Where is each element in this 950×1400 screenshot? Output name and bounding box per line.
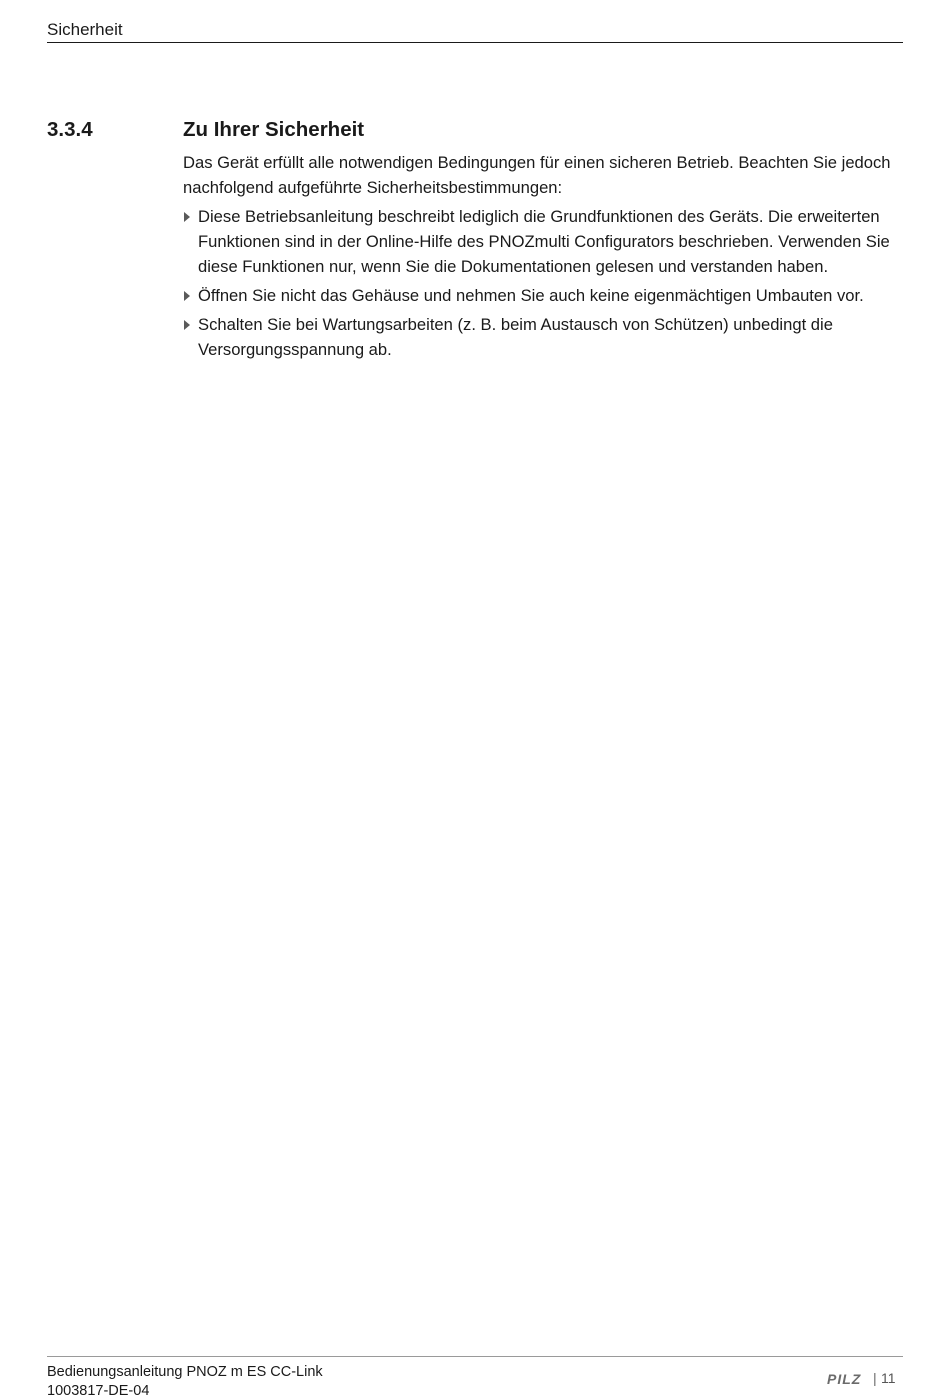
list-item-text: Schalten Sie bei Wartungsarbeiten (z. B. beim Austausch von Schützen) unbedingt die Versorgungsspannung ab.	[198, 315, 833, 359]
list-item	[183, 204, 895, 279]
section-title: Zu Ihrer Sicherheit	[183, 118, 365, 141]
triangle-right-icon	[184, 320, 190, 330]
page-footer	[47, 1356, 903, 1397]
pilz-logo: PILZ	[827, 1371, 862, 1387]
header-title: Sicherheit	[47, 20, 123, 39]
triangle-right-icon	[184, 212, 190, 222]
list-item-text: Diese Betriebsanleitung beschreibt lediglich die Grundfunktionen des Geräts. Die erweiterten Funktionen sind in der Online-Hilfe des PNOZmulti Configurators beschrieben. Verwenden Sie diese Funktionen nur, wenn Sie die Dokumentationen gelesen und verstanden haben.	[198, 207, 890, 276]
list-item	[183, 312, 895, 362]
safety-bullet-list	[183, 204, 895, 362]
footer-doc-title: Bedienungsanleitung PNOZ m ES CC-Link	[47, 1364, 323, 1380]
footer-doc-id: 1003817-DE-04	[47, 1383, 150, 1399]
page-header	[47, 19, 903, 43]
page-number: 11	[881, 1370, 896, 1386]
section-body	[183, 150, 895, 366]
section-number: 3.3.4	[47, 118, 93, 141]
intro-paragraph: Das Gerät erfüllt alle notwendigen Bedingungen für einen sicheren Betrieb. Beachten Sie jedoch nachfolgend aufgeführte Sicherheitsbestimmungen:	[183, 153, 891, 197]
triangle-right-icon	[184, 291, 190, 301]
list-item	[183, 283, 895, 308]
page-separator: |	[873, 1370, 877, 1386]
list-item-text: Öffnen Sie nicht das Gehäuse und nehmen Sie auch keine eigenmächtigen Umbauten vor.	[198, 286, 864, 305]
